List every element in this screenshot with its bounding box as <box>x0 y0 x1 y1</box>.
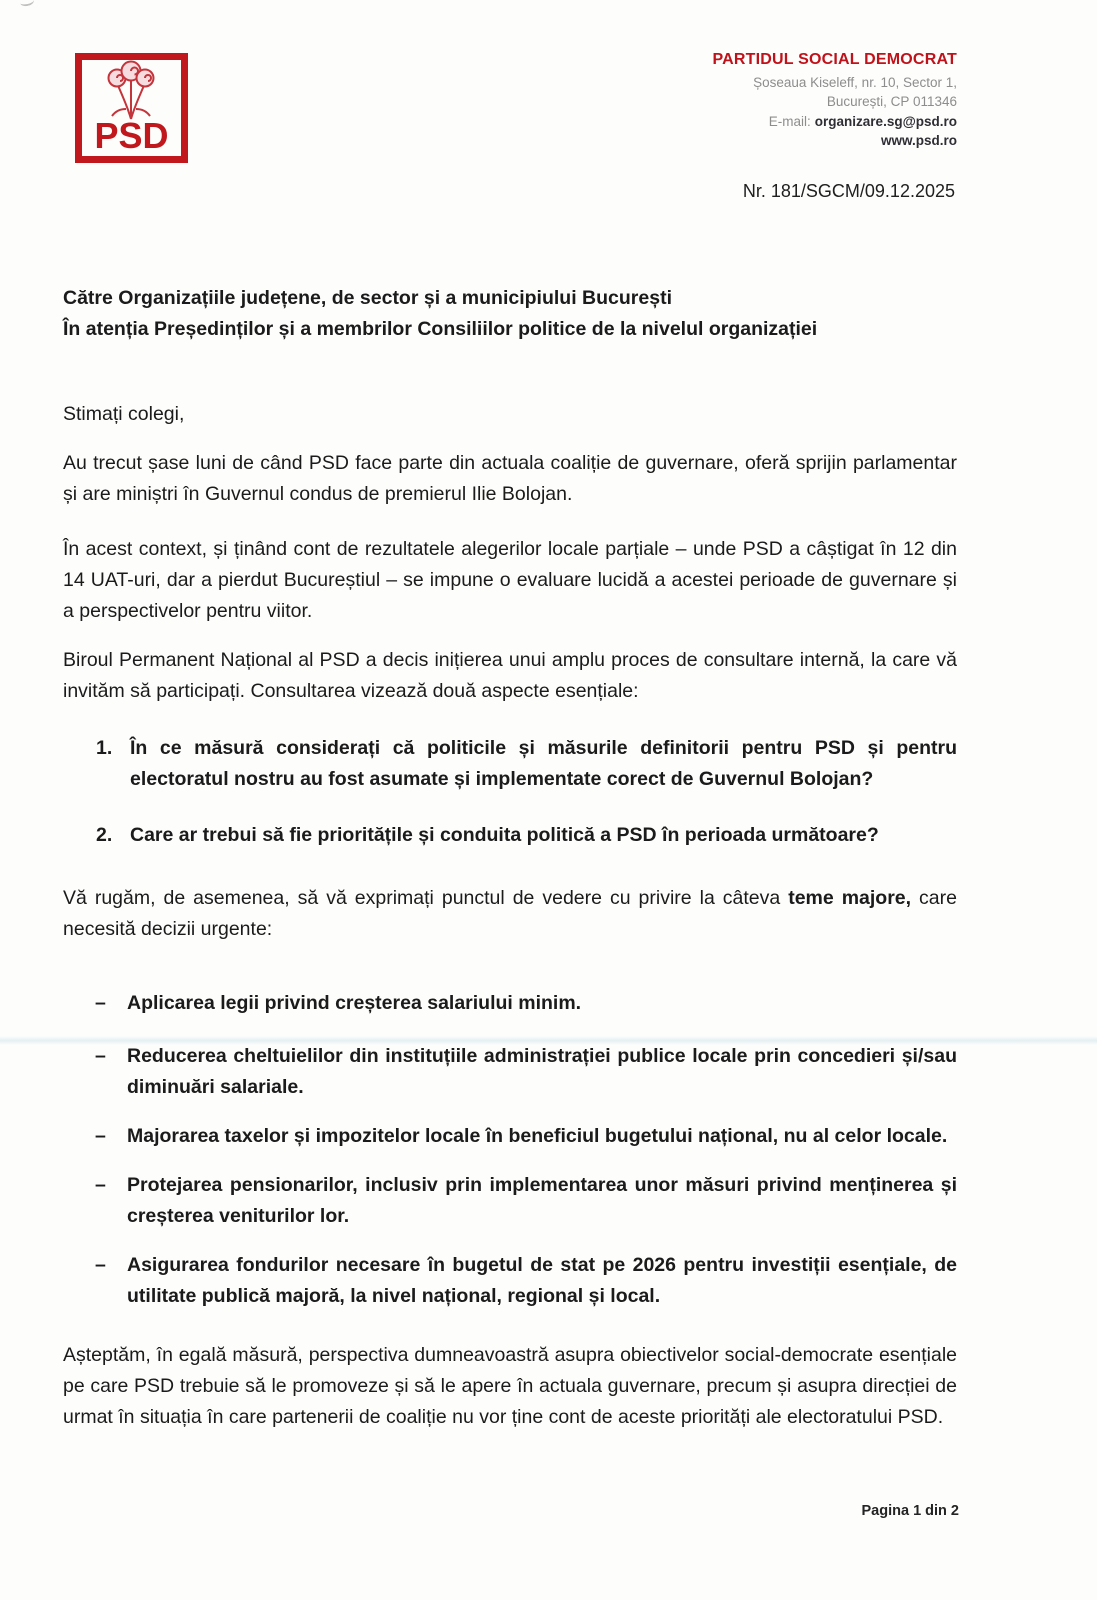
dash-item-3-marker: – <box>95 1125 106 1147</box>
paragraph-major-themes-end: care necesită decizii urgente: <box>63 887 957 940</box>
recipient-block <box>63 283 957 345</box>
letter-body <box>63 283 957 1433</box>
numbered-item-1 <box>63 733 957 795</box>
numbered-item-2-marker: 2. <box>96 824 113 846</box>
dash-item-1-text: Aplicarea legii privind creșterea salariului minim. <box>127 992 582 1014</box>
address-line-1: Șoseaua Kiseleff, nr. 10, Sector 1, <box>753 74 957 90</box>
website: www.psd.ro <box>880 133 957 148</box>
paragraph-1: Au trecut șase luni de când PSD face parte din actuala coaliție de guvernare, oferă sprijin parlamentar și are miniștri în Guvernul condus de premierul Ilie Bolojan. <box>63 452 957 505</box>
psd-roses-icon <box>75 53 188 163</box>
scan-pen-mark <box>19 0 35 7</box>
recipient-line-2: În atenția Președinților și a membrilor Consiliilor politice de la nivelul organizației <box>63 318 818 340</box>
dash-item-1 <box>63 988 957 1019</box>
salutation: Stimați colegi, <box>63 403 185 425</box>
dash-list <box>63 988 957 1312</box>
email-line <box>712 112 957 132</box>
numbered-item-2-text: Care ar trebui să fie prioritățile și conduita politică a PSD în perioada următoare? <box>130 824 879 846</box>
dash-item-2-marker: – <box>95 1045 106 1067</box>
logo-text: PSD <box>94 115 169 156</box>
reference-number: Nr. 181/SGCM/09.12.2025 <box>742 181 955 201</box>
dash-item-3 <box>63 1121 957 1152</box>
psd-logo <box>75 53 188 163</box>
dash-item-5-marker: – <box>95 1254 106 1276</box>
party-name: PARTIDUL SOCIAL DEMOCRAT <box>712 51 957 68</box>
email-value: organizare.sg@psd.ro <box>814 113 957 129</box>
paragraph-major-themes-start: Vă rugăm, de asemenea, să vă exprimați punctul de vedere cu privire la câteva <box>63 887 789 909</box>
dash-item-1-marker: – <box>95 992 106 1014</box>
page-number: Pagina 1 din 2 <box>861 1503 959 1519</box>
recipient-line-1: Către Organizațiile județene, de sector și a municipiului București <box>63 287 672 309</box>
paragraph-3: Biroul Permanent Național al PSD a decis inițierea unui amplu proces de consultare internă, la care vă invităm să participați. Consultarea vizează două aspecte esențiale: <box>63 649 957 702</box>
dash-item-2 <box>63 1041 957 1103</box>
dash-item-4-text: Protejarea pensionarilor, inclusiv prin implementarea unor măsuri privind menținerea și creșterea veniturilor lor. <box>127 1174 957 1227</box>
numbered-item-2 <box>63 820 957 851</box>
dash-item-5 <box>63 1250 957 1312</box>
address-line-2: București, CP 011346 <box>826 94 957 109</box>
paragraph-major-themes <box>63 883 957 945</box>
numbered-list <box>63 733 957 851</box>
dash-item-4-marker: – <box>95 1174 106 1196</box>
paragraph-2: În acest context, și ținând cont de rezultatele alegerilor locale parțiale – unde PSD a câștigat în 12 din 14 UAT-uri, dar a pierdut Bucureștiul – se impune o evaluare lucidă a acestei perioade de guvernare și a perspectivelor pentru viitor. <box>63 538 957 622</box>
paragraph-major-themes-bold: teme majore, <box>788 887 912 909</box>
dash-item-5-text: Asigurarea fondurilor necesare în bugetul de stat pe 2026 pentru investiții esențiale, de utilitate publică majoră, la nivel național, regional și local. <box>127 1254 957 1307</box>
numbered-item-1-text: În ce măsură considerați că politicile și măsurile definitorii pentru PSD și pentru electoratul nostru au fost asumate și implementate corect de Guvernul Bolojan? <box>130 737 957 790</box>
dash-item-4 <box>63 1170 957 1232</box>
numbered-item-1-marker: 1. <box>96 737 113 759</box>
email-label: E-mail: <box>768 113 811 129</box>
dash-item-2-text: Reducerea cheltuielilor din instituțiile administrației publice locale prin concedieri și/sau diminuări salariale. <box>127 1045 957 1098</box>
closing-paragraph: Așteptăm, în egală măsură, perspectiva dumneavoastră asupra obiectivelor social-democrate esențiale pe care PSD trebuie să le promoveze și să le apere în actuala guvernare, precum și asupra direcției de urmat în situația în care partenerii de coaliție nu vor ține cont de aceste priorități ale electoratului PSD. <box>63 1344 957 1428</box>
letterhead <box>712 50 957 151</box>
dash-item-3-text: Majorarea taxelor și impozitelor locale în beneficiul bugetului național, nu al celor locale. <box>127 1125 948 1147</box>
